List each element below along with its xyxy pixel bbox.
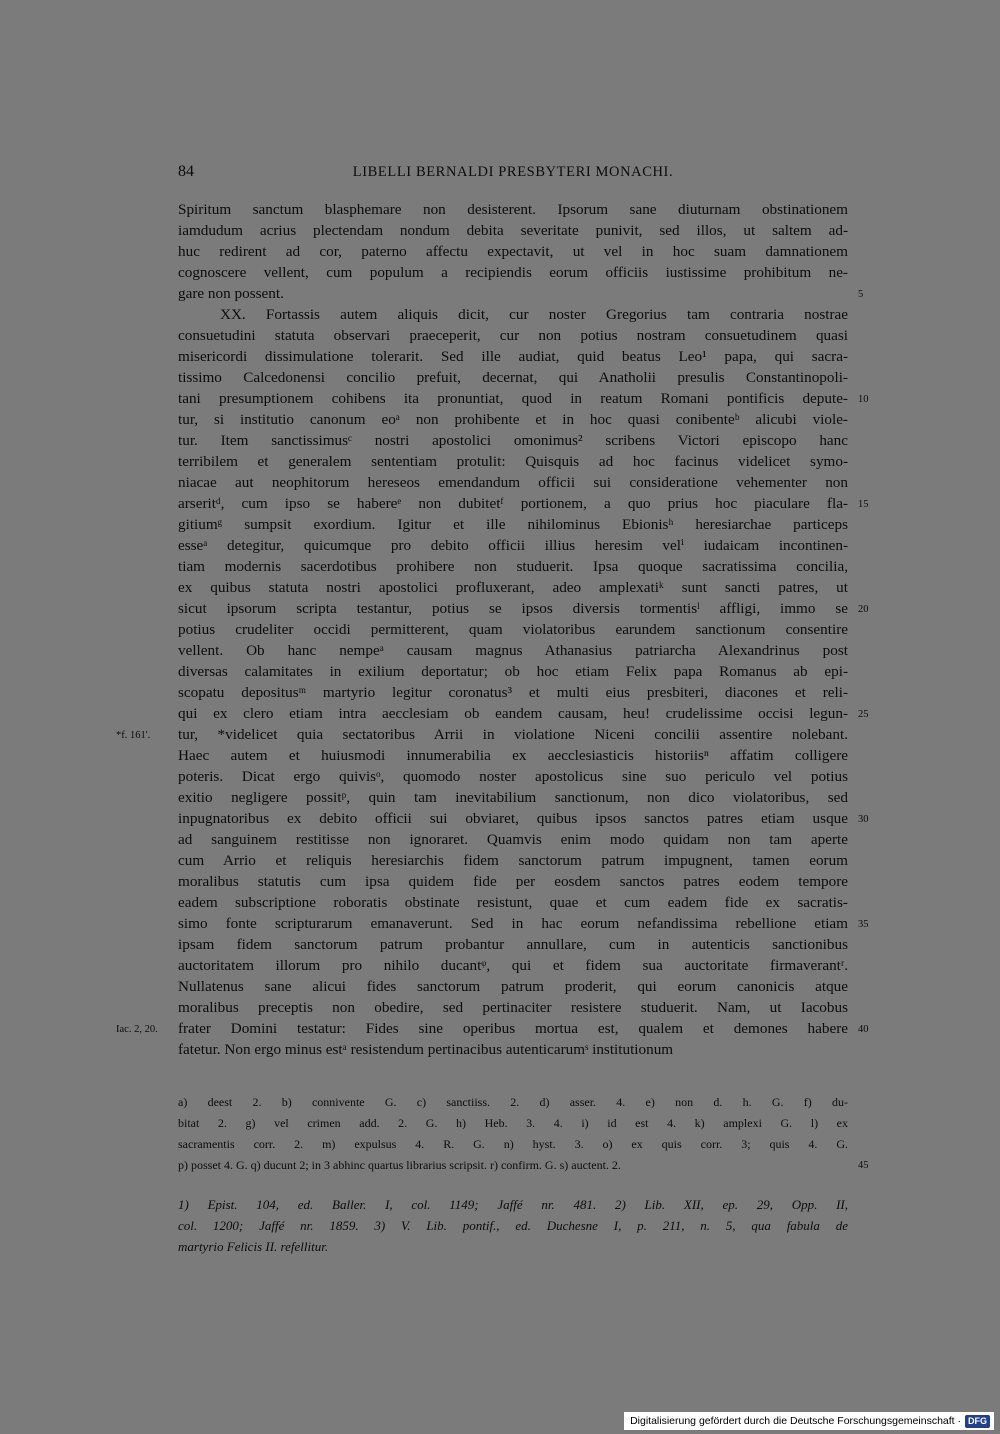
text-line	[178, 577, 848, 598]
text-line	[178, 955, 848, 976]
text-line	[178, 535, 848, 556]
text-line	[178, 220, 848, 241]
footnote-line-text: col. 1200; Jaffé nr. 1859. 3) V. Lib. pontif., ed. Duchesne I, p. 211, n. 5, qua fabula de	[178, 1218, 848, 1233]
text-line-text: terribilem et generalem sententiam protulit: Quisquis ad hoc facinus videlicet symo-	[178, 453, 848, 470]
text-line	[178, 976, 848, 997]
running-title: LIBELLI BERNALDI PRESBYTERI MONACHI.	[352, 164, 674, 180]
footnote-line-text: martyrio Felicis II. refellitur.	[178, 1239, 329, 1254]
text-line	[178, 556, 848, 577]
apparatus-line-text: p) posset 4. G. q) ducunt 2; in 3 abhinc quartus librarius scripsit. r) confirm. G. s) auctent. 2.	[178, 1158, 621, 1172]
text-line-text: XX. Fortassis autem aliquis dicit, cur noster Gregorius tam contraria nostrae	[220, 306, 848, 323]
text-line	[178, 346, 848, 367]
text-line-text: Spiritum sanctum blasphemare non desisterent. Ipsorum sane diuturnam obstinationem	[178, 201, 848, 218]
text-line	[178, 388, 869, 409]
text-line-text: frater Domini testatur: Fides sine operibus mortua est, qualem et demones habere	[178, 1020, 848, 1037]
text-line	[178, 598, 869, 619]
text-line-text: potius crudeliter occidi permitterent, quam violatoribus earundem sanctionum consentire	[178, 621, 848, 638]
text-line-text: tiam modernis sacerdotibus prohibere non studuerit. Ipsa quoque sacratissima concilia,	[178, 558, 848, 575]
text-line	[178, 934, 848, 955]
apparatus-line-text: sacramentis corr. 2. m) expulsus 4. R. G. n) hyst. 3. o) ex quis corr. 3; quis 4. G.	[178, 1137, 848, 1151]
text-line	[178, 241, 848, 262]
text-line	[178, 430, 848, 451]
text-line	[178, 262, 848, 283]
text-line	[178, 703, 869, 724]
text-line-text: Nullatenus sane alicui fides sanctorum patrum proderit, qui eorum canonicis atque	[178, 978, 848, 995]
digitization-credit	[624, 1412, 994, 1430]
text-line	[178, 1039, 848, 1060]
text-line-text: cum Arrio et reliquis heresiarchis fidem sanctorum patrum impugnent, tamen eorum	[178, 852, 848, 869]
text-line-text: gare non possent.	[178, 285, 284, 302]
line-number: 15	[858, 499, 869, 510]
page-number: 84	[178, 163, 194, 180]
text-line-text: fatetur. Non ergo minus estᵃ resistendum pertinacibus autenticarumˢ institutionum	[178, 1041, 674, 1058]
text-line-text: ex quibus statuta nostri apostolici profluxerant, adeo amplexatiᵏ sunt sancti patres, ut	[178, 579, 848, 596]
margin-reference: *f. 161'.	[116, 730, 151, 741]
text-line	[116, 724, 848, 745]
text-line-text: eadem subscriptione roboratis obstinate resistunt, quae et cum eadem fide ex sacratis-	[178, 894, 848, 911]
text-line-text: vellent. Ob hanc nempeᵃ causam magnus Athanasius patriarcha Alexandrinus post	[178, 642, 848, 659]
line-number: 5	[858, 289, 864, 300]
text-line	[178, 640, 848, 661]
apparatus-line	[178, 1092, 848, 1113]
text-line	[116, 1018, 869, 1039]
text-line-text: qui ex clero etiam intra aecclesiam ob eandem causam, heu! crudelissime occisi legun-	[178, 705, 848, 722]
line-number: 40	[858, 1024, 869, 1035]
text-line	[178, 766, 848, 787]
apparatus-line	[178, 1134, 848, 1155]
text-line-text: tur, si institutio canonum eoᵃ non prohibente et in hoc quasi conibenteᵇ alicubi viole-	[178, 411, 848, 428]
text-line-text: sicut ipsorum scripta testantur, potius se ipsos diversis tormentisˡ affligi, immo se	[178, 600, 848, 617]
apparatus-line-text: a) deest 2. b) connivente G. c) sanctiiss. 2. d) asser. 4. e) non d. h. G. f) du-	[178, 1095, 848, 1109]
text-line-text: moralibus statutis cum ipsa quidem fide per eosdem sanctos patres eodem tempore	[178, 873, 848, 890]
text-line	[178, 493, 869, 514]
text-line	[178, 682, 848, 703]
text-line-text: tur, *videlicet quia sectatoribus Arrii in violatione Niceni concilii assentire nolebant.	[178, 726, 848, 743]
text-line-text: moralibus preceptis non obedire, sed pertinaciter resistere studuerit. Nam, ut Iacobus	[178, 999, 848, 1016]
text-line-text: gitiumᵍ sumpsit exordium. Igitur et ille nihilominus Ebionisʰ heresiarchae particeps	[178, 516, 848, 533]
text-line	[178, 661, 848, 682]
text-line	[178, 514, 848, 535]
text-line	[178, 283, 864, 304]
text-line-text: cognoscere vellent, cum populum a recipiendis eorum officiis iustissime prohibitum ne-	[178, 264, 848, 281]
text-line	[178, 787, 848, 808]
text-line	[178, 619, 848, 640]
source-footnotes	[178, 1194, 848, 1257]
text-line-text: scopatu depositusᵐ martyrio legitur coronatus³ et multi eius presbiteri, diacones et reli-	[178, 684, 848, 701]
apparatus-line	[178, 1113, 848, 1134]
text-line	[178, 745, 848, 766]
text-line	[178, 199, 848, 220]
text-line-text: tur. Item sanctissimusᶜ nostri apostolici omonimus² scribens Victori episcopo hanc	[178, 432, 848, 449]
text-line-text: inpugnatoribus ex debito officii sui obviaret, quibus ipsos sanctos patres etiam usque	[178, 810, 848, 827]
text-line	[178, 997, 848, 1018]
text-line-text: Haec autem et huiusmodi innumerabilia ex aecclesiasticis historiisⁿ affatim colligere	[178, 747, 848, 764]
text-line-text: tissimo Calcedonensi concilio prefuit, decernat, qui Anatholii presulis Constantinopoli-	[178, 369, 848, 386]
text-line	[178, 304, 848, 325]
critical-apparatus	[178, 1092, 869, 1176]
line-number: 20	[858, 604, 869, 615]
text-line-text: esseᵃ detegitur, quicumque pro debito officii illius heresim velⁱ iudaicam incontinen-	[178, 537, 848, 554]
apparatus-line	[178, 1155, 869, 1176]
line-number: 25	[858, 709, 869, 720]
main-text	[116, 199, 869, 1060]
text-line	[178, 367, 848, 388]
text-line	[178, 892, 848, 913]
text-line	[178, 325, 848, 346]
footnote-line	[178, 1215, 848, 1236]
text-line-text: poteris. Dicat ergo quivisᵒ, quomodo noster apostolicus sine suo periculo vel potius	[178, 768, 848, 785]
text-line-text: niacae aut neophitorum hereseos emendandum officii sui consideratione vehementer non	[178, 474, 848, 491]
text-line-text: diversas calamitates in exilium deportatur; ob hoc etiam Felix papa Romanus ab epi-	[178, 663, 848, 680]
text-line-text: auctoritatem illorum pro nihilo ducantᵠ, qui et fidem sua auctoritate firmaverantʳ.	[178, 957, 848, 974]
margin-reference: Iac. 2, 20.	[116, 1024, 158, 1035]
text-line	[178, 451, 848, 472]
text-line-text: huc redirent ad cor, paterno affectu expectavit, ut vel in hoc suam damnationem	[178, 243, 848, 260]
line-number: 35	[858, 919, 869, 930]
text-line	[178, 829, 848, 850]
footnote-line	[178, 1236, 848, 1257]
footnote-line-text: 1) Epist. 104, ed. Baller. I, col. 1149; Jaffé nr. 481. 2) Lib. XII, ep. 29, Opp. II,	[178, 1197, 848, 1212]
text-line-text: tani presumptionem cohibens ita pronuntiat, quod in reatum Romani pontificis depute-	[178, 390, 848, 407]
text-line-text: ad sanguinem restitisse non ignoraret. Quamvis enim modo quidam non tam aperte	[178, 831, 848, 848]
line-number: 45	[858, 1160, 869, 1171]
text-line	[178, 808, 869, 829]
text-line-text: misericordi dissimulatione tolerarit. Sed ille audiat, quid beatus Leo¹ papa, qui sacra-	[178, 348, 848, 365]
text-line-text: simo fonte scripturarum emanaverunt. Sed in hac eorum nefandissima rebellione etiam	[178, 915, 848, 932]
line-number: 10	[858, 394, 869, 405]
text-line	[178, 409, 848, 430]
text-line-text: ipsam fidem sanctorum patrum probantur annullare, cum in autenticis sanctionibus	[178, 936, 848, 953]
text-line	[178, 913, 869, 934]
text-line-text: arseritᵈ, cum ipso se habereᵉ non dubitetᶠ portionem, a quo prius hoc piaculare fla-	[178, 495, 848, 512]
credit-text: Digitalisierung gefördert durch die Deutsche Forschungsgemeinschaft ·	[630, 1415, 961, 1427]
footnote-line	[178, 1194, 848, 1215]
text-line	[178, 472, 848, 493]
apparatus-line-text: bitat 2. g) vel crimen add. 2. G. h) Heb. 3. 4. i) id est 4. k) amplexi G. l) ex	[178, 1116, 848, 1130]
text-line	[178, 850, 848, 871]
page-header	[178, 163, 848, 185]
dfg-logo: DFG	[965, 1415, 990, 1428]
text-line	[178, 871, 848, 892]
text-line-text: consuetudini statuta observari praeceperit, cur non potius nostram consuetudinem quasi	[178, 327, 848, 344]
text-line-text: exitio negligere possitᵖ, quin tam inevitabilium sanctionum, non dico violatoribus, sed	[178, 789, 848, 806]
text-line-text: iamdudum acrius plectendam nondum debita severitate punivit, sed illos, ut saltem ad-	[178, 222, 848, 239]
line-number: 30	[858, 814, 869, 825]
